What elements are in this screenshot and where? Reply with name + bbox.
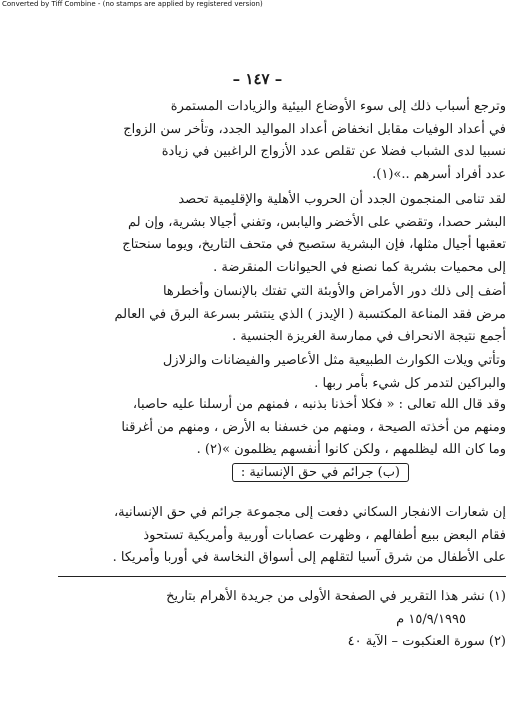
paragraph-6 (58, 502, 506, 570)
text-line: وما كان الله ليظلمهم ، ولكن كانوا أنفسهم يظلمون »(٢) . (196, 442, 506, 458)
footnote-1: (١) نشر هذا التقرير في الصفحة الأولى من جريدة الأهرام بتاريخ (166, 589, 506, 604)
text-line: أضف إلى ذلك دور الأمراض والأوبئة التي تفتك بالإنسان وأخطرها (162, 284, 506, 299)
text-line: عدد أفراد أسرهم ..»(١). (372, 166, 506, 182)
text-line: وقد قال الله تعالى : « فكلا أخذنا بذنبه ، فمنهم من أرسلنا عليه حاصبا، (132, 397, 506, 412)
text-line: البشر حصدا، وتقضي على الأخضر واليابس، وتفني أجيالا بشرية، وإن لم (127, 214, 506, 230)
paragraph-4 (58, 350, 506, 395)
paragraph-3 (58, 281, 506, 349)
paragraph-2 (58, 189, 506, 279)
paragraph-5 (58, 394, 506, 462)
footnote-2: (٢) سورة العنكبوت – الآية ٤٠ (347, 634, 506, 649)
footnote-1-date: ١٥/٩/١٩٩٥ م (396, 611, 466, 627)
text-line: نسبيا لدى الشباب فضلا عن تقلص عدد الأزواج الراغبين في زيادة (161, 144, 506, 160)
section-heading: (ب) جرائم في حق الإنسانية : (232, 463, 409, 482)
page-number: – ١٤٧ – (232, 70, 283, 88)
text-line: في أعداد الوفيات مقابل انخفاض أعداد المواليد الجدد، وتأخر سن الزواج (123, 121, 506, 137)
text-line: إن شعارات الانفجار السكاني دفعت إلى مجموعة جرائم في حق الإنسانية، (113, 505, 506, 520)
paragraph-1 (58, 96, 506, 186)
text-line: وتأتي ويلات الكوارث الطبيعية مثل الأعاصير والفيضانات والزلازل (162, 353, 506, 368)
footnote-divider (58, 576, 506, 577)
text-line: إلى محميات بشرية كما نصنع في الحيوانات المنقرضة . (213, 259, 506, 275)
text-line: تعقبها أجيال مثلها، فإن البشرية ستصبح في متحف التاريخ، ويوما سنحتاج (122, 237, 506, 253)
text-line: مرض فقد المناعة المكتسبة ( الإيدز ) الذي ينتشر بسرعة البرق في العالم (114, 306, 506, 322)
text-line: وترجع أسباب ذلك إلى سوء الأوضاع البيئية والزيادات المستمرة (170, 99, 506, 114)
text-line: لقد تنامى المنجمون الجدد أن الحروب الأهلية والإقليمية تحصد (178, 192, 506, 207)
text-line: على الأطفال من شرق آسيا لتقلهم إلى أسواق النخاسة في أوربا وأمريكا . (112, 550, 506, 566)
footnotes (58, 586, 506, 654)
text-line: ومنهم من أخذته الصيحة ، ومنهم من خسفنا به الأرض ، ومنهم من أغرقنا (121, 419, 506, 435)
converter-notice: Converted by Tiff Combine - (no stamps are applied by registered version) (2, 0, 263, 8)
text-line: أجمع نتيجة الانحراف في ممارسة الغريزة الجنسية . (232, 329, 506, 345)
text-line: فقام البعض ببيع أطفالهم ، وظهرت عصابات أوربية وأمريكية تستحوذ (143, 527, 506, 543)
text-line: والبراكين لتدمر كل شيء بأمر ربها . (314, 375, 506, 391)
